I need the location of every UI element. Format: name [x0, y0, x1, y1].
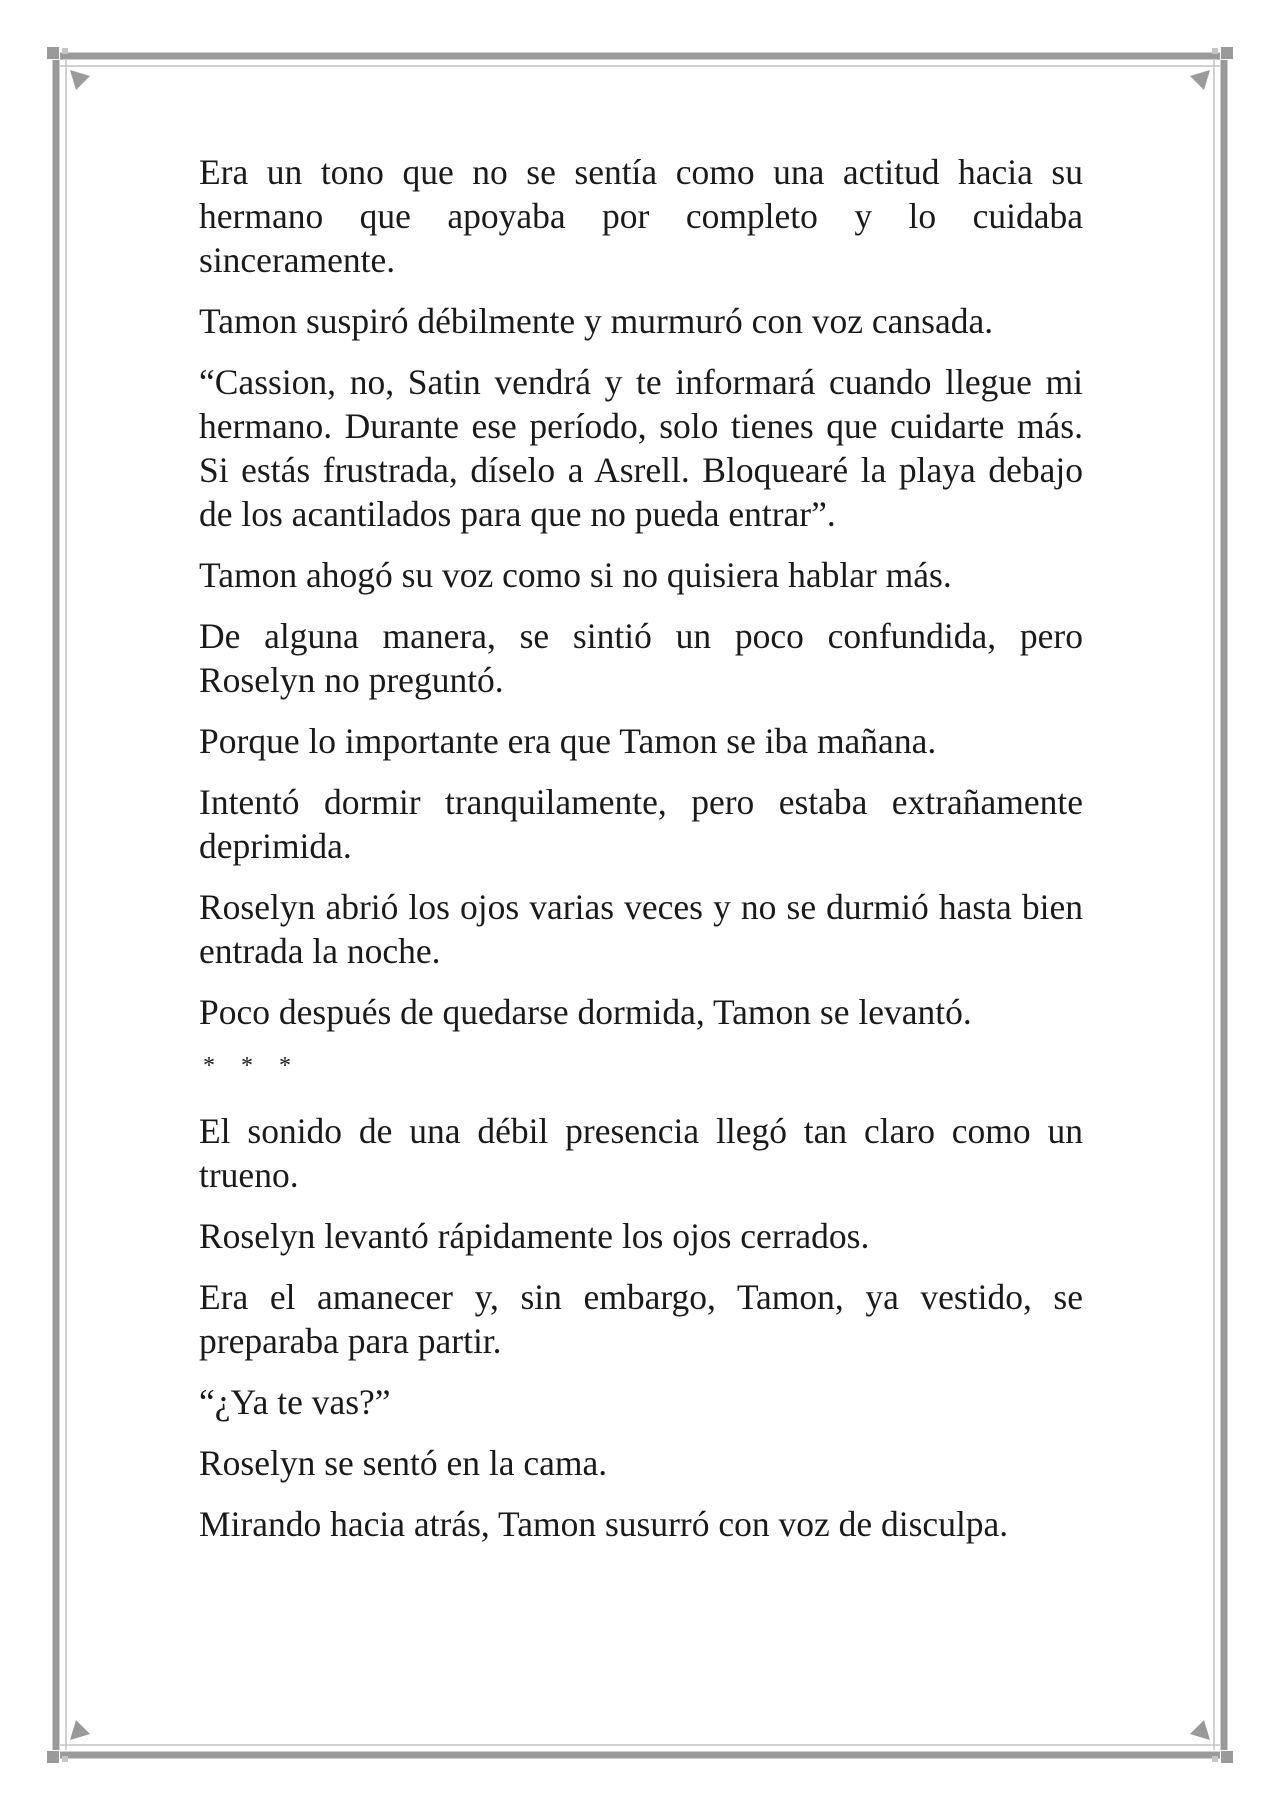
paragraph: Mirando hacia atrás, Tamon susurró con voz de disculpa.: [199, 1504, 1009, 1544]
paragraph: Porque lo importante era que Tamon se iba mañana.: [199, 721, 937, 761]
paragraph: Roselyn levantó rápidamente los ojos cerrados.: [199, 1216, 870, 1256]
paragraph: Roselyn abrió los ojos varias veces y no se durmió hasta bien entrada la noche.: [199, 887, 1083, 971]
paragraph: “¿Ya te vas?”: [199, 1382, 391, 1422]
scene-break: * * *: [203, 1053, 301, 1079]
paragraph: El sonido de una débil presencia llegó tan claro como un trueno.: [199, 1111, 1083, 1195]
paragraph: Poco después de quedarse dormida, Tamon se levantó.: [199, 992, 972, 1032]
paragraph: Tamon suspiró débilmente y murmuró con voz cansada.: [199, 301, 994, 341]
paragraph: “Cassion, no, Satin vendrá y te informará cuando llegue mi hermano. Durante ese período, solo tienes que cuidarte más. Si estás frustrada, díselo a Asrell. Bloquearé la playa debajo de los acantilados para que no pueda entrar”.: [199, 362, 1083, 534]
paragraph: Era el amanecer y, sin embargo, Tamon, ya vestido, se preparaba para partir.: [199, 1277, 1083, 1361]
chapter-text: [199, 150, 1083, 1563]
paragraph: Roselyn se sentó en la cama.: [199, 1443, 608, 1483]
paragraph: Tamon ahogó su voz como si no quisiera hablar más.: [199, 555, 952, 595]
paragraph: Era un tono que no se sentía como una actitud hacia su hermano que apoyaba por completo y lo cuidaba sinceramente.: [199, 152, 1083, 280]
paragraph: De alguna manera, se sintió un poco confundida, pero Roselyn no preguntó.: [199, 616, 1083, 700]
paragraph: Intentó dormir tranquilamente, pero estaba extrañamente deprimida.: [199, 782, 1083, 866]
